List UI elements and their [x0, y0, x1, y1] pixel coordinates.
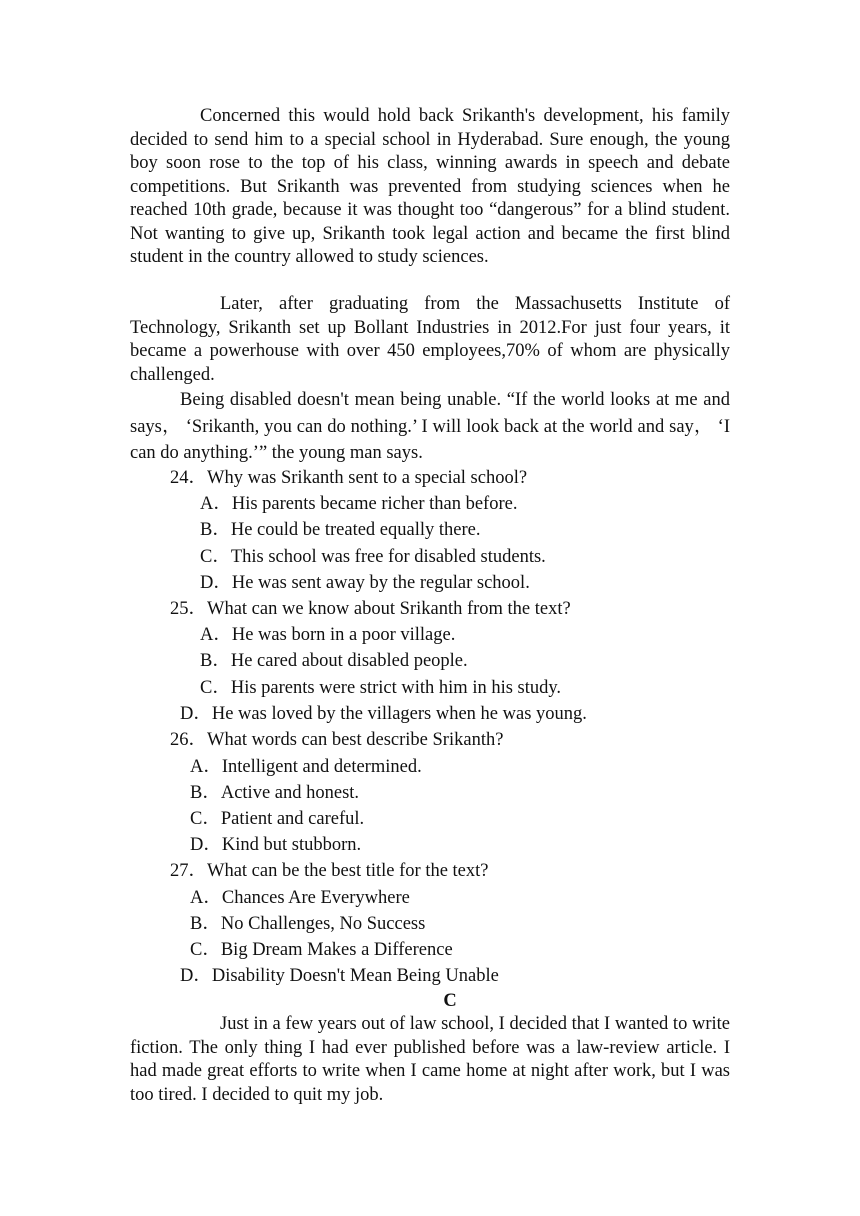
question-26-option-c: C．Patient and careful. — [190, 809, 365, 829]
question-27-option-c: C．Big Dream Makes a Difference — [190, 940, 453, 960]
passage-b-paragraph-1: Concerned this would hold back Srikanth's development, his family decided to send him to a special school in Hyderabad. Sure enough, the young boy soon rose to the top of his class, winning awards in speech and debate competitions. But Srikanth was prevented from studying sciences when he reached 10th grade, because it was thought too “dangerous” for a blind student. Not wanting to give up, Srikanth took legal action and became the first blind student in the country allowed to study sciences. — [130, 106, 730, 267]
question-27-option-a: A．Chances Are Everywhere — [190, 888, 410, 908]
question-24-option-a: A．His parents became richer than before. — [200, 494, 518, 514]
question-25-option-d: D．He was loved by the villagers when he was young. — [180, 704, 587, 724]
passage-b-paragraph-3: Being disabled doesn't mean being unable. “If the world looks at me and says， ‘Srikanth, you can do nothing.’ I will look back at the world and say， ‘I can do anything.’” the young man says. — [130, 390, 730, 463]
question-24-option-b: B．He could be treated equally there. — [200, 520, 481, 540]
question-26-option-a: A．Intelligent and determined. — [190, 757, 422, 777]
passage-b-paragraph-2: Later, after graduating from the Massachusetts Institute of Technology, Srikanth set up Bollant Industries in 2012.For just four years, it became a powerhouse with over 450 employees,70% of whom are physically challenged. — [130, 294, 730, 385]
question-27-option-d: D．Disability Doesn't Mean Being Unable — [180, 966, 499, 986]
question-24-option-c: C．This school was free for disabled students. — [200, 547, 546, 567]
question-25-option-b: B．He cared about disabled people. — [200, 651, 468, 671]
question-25-option-c: C．His parents were strict with him in his study. — [200, 678, 562, 698]
question-26-option-d: D．Kind but stubborn. — [190, 835, 362, 855]
question-25-stem: 25．What can we know about Srikanth from the text? — [170, 599, 571, 619]
question-24-stem: 24．Why was Srikanth sent to a special school? — [170, 468, 528, 488]
passage-c-heading: C — [443, 991, 457, 1011]
question-26-stem: 26．What words can best describe Srikanth? — [170, 730, 504, 750]
question-25-option-a: A．He was born in a poor village. — [200, 625, 456, 645]
passage-c-paragraph-1: Just in a few years out of law school, I decided that I wanted to write fiction. The only thing I had ever published before was a law-review article. I had made great efforts to write when I came home at night after work, but I was too tired. I decided to quit my job. — [130, 1014, 730, 1105]
question-24-option-d: D．He was sent away by the regular school. — [200, 573, 530, 593]
question-26-option-b: B．Active and honest. — [190, 783, 360, 803]
question-27-option-b: B．No Challenges, No Success — [190, 914, 426, 934]
question-27-stem: 27．What can be the best title for the text? — [170, 861, 489, 881]
